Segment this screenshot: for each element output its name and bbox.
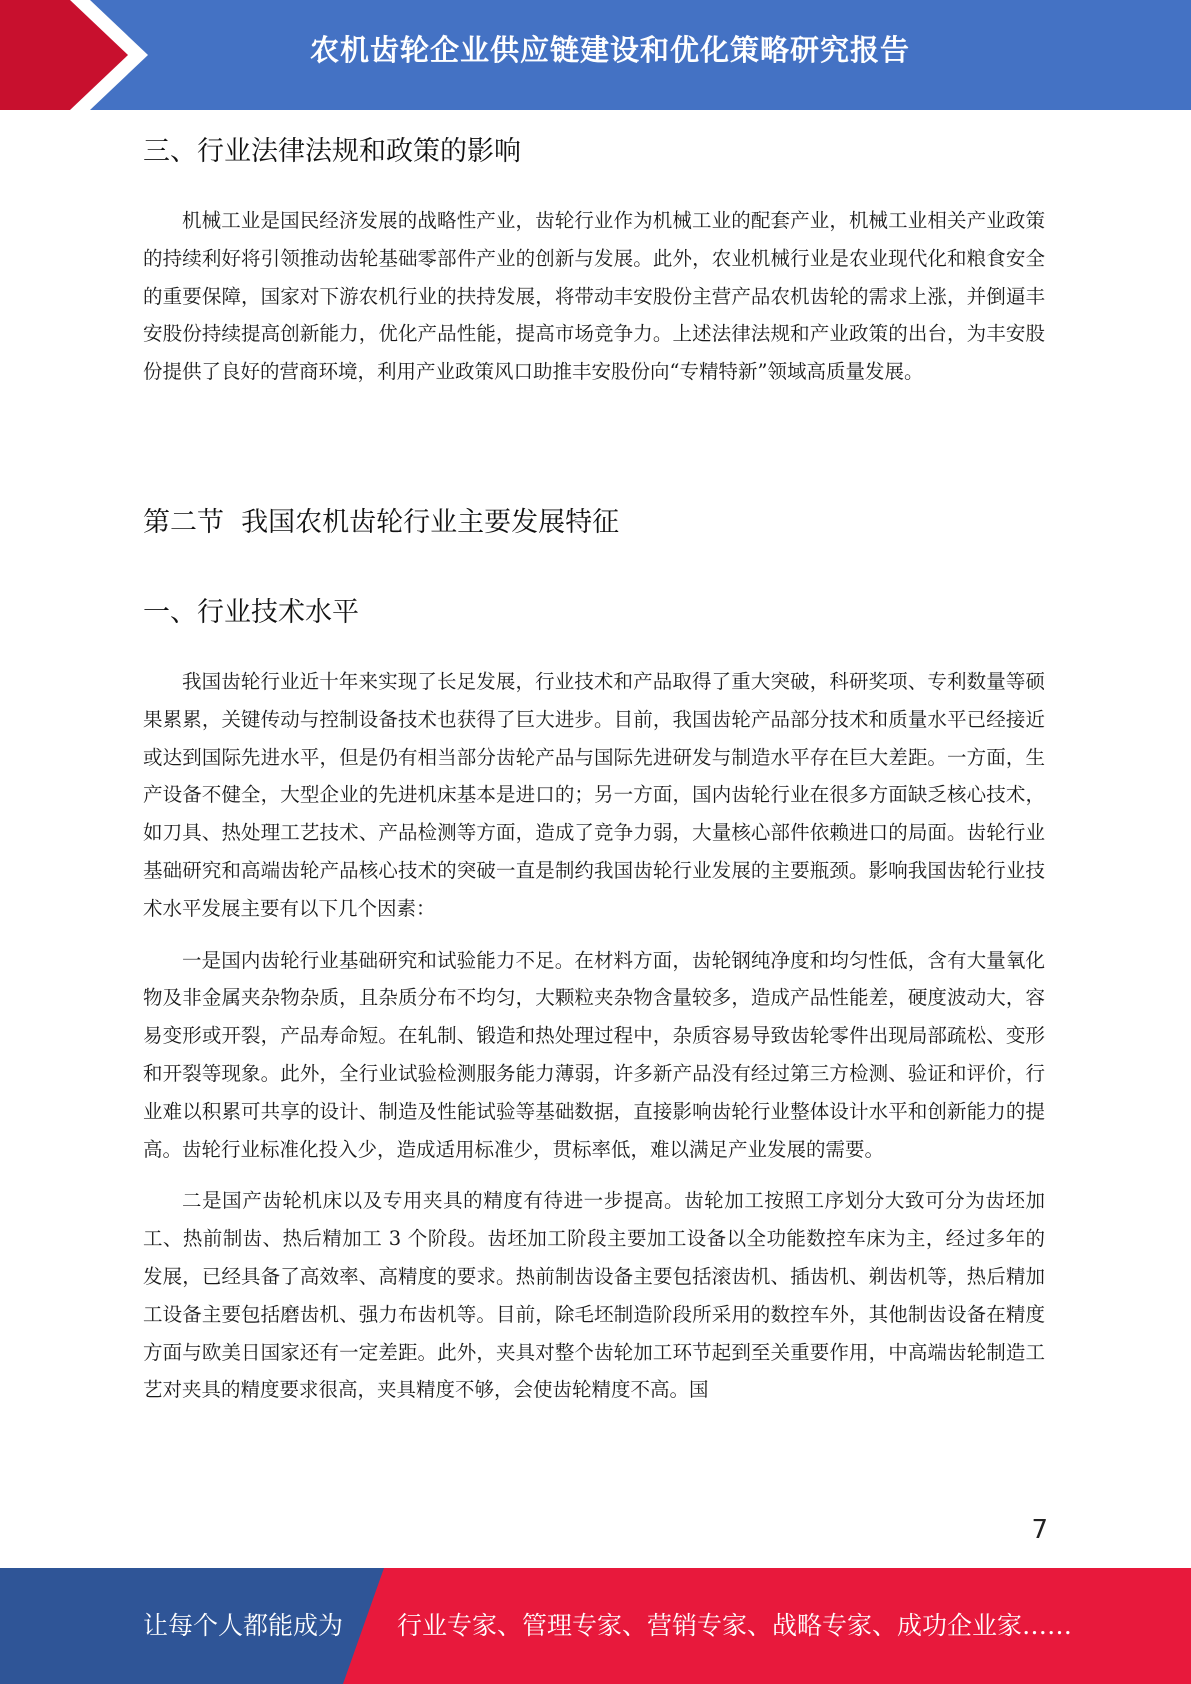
paragraph: 机械工业是国民经济发展的战略性产业，齿轮行业作为机械工业的配套产业，机械工业相关产业政策的持续利好将引领推动齿轮基础零部件产业的创新与发展。此外，农业机械行业是农业现代化和粮食安全的重要保障，国家对下游农机行业的扶持发展，将带动丰安股份主营产品农机齿轮的需求上涨，并倒逼丰安股份持续提高创新能力，优化产品性能，提高市场竞争力。上述法律法规和产业政策的出台，为丰安股份提供了良好的营商环境，利用产业政策风口助推丰安股份向“专精特新”领域高质量发展。 [143,209,1045,384]
document-body [143,128,1045,1409]
page-number: 7 [1031,1515,1048,1545]
paragraph: 我国齿轮行业近十年来实现了长足发展，行业技术和产品取得了重大突破，科研奖项、专利数量等硕果累累，关键传动与控制设备技术也获得了巨大进步。目前，我国齿轮产品部分技术和质量水平已经接近或达到国际先进水平，但是仍有相当部分齿轮产品与国际先进研发与制造水平存在巨大差距。一方面，生产设备不健全，大型企业的先进机床基本是进口的；另一方面，国内齿轮行业在很多方面缺乏核心技术，如刀具、热处理工艺技术、产品检测等方面，造成了竞争力弱，大量核心部件依赖进口的局面。齿轮行业基础研究和高端齿轮产品核心技术的突破一直是制约我国齿轮行业发展的主要瓶颈。影响我国齿轮行业技术水平发展主要有以下几个因素： [143,669,1045,920]
section-heading-tech-level: 一、行业技术水平 [143,596,359,628]
report-title: 农机齿轮企业供应链建设和优化策略研究报告 [309,33,910,67]
page-header [0,0,1191,110]
chapter-section-heading: 第二节 我国农机齿轮行业主要发展特征 [143,506,620,538]
header-chevron [0,0,128,110]
page-footer [0,1568,1191,1684]
footer-slogan-left: 让每个人都能成为 [143,1611,344,1640]
paragraph: 一是国内齿轮行业基础研究和试验能力不足。在材料方面，齿轮钢纯净度和均匀性低，含有大量氧化物及非金属夹杂物杂质，且杂质分布不均匀，大颗粒夹杂物含量较多，造成产品性能差，硬度波动大，容易变形或开裂，产品寿命短。在轧制、锻造和热处理过程中，杂质容易导致齿轮零件出现局部疏松、变形和开裂等现象。此外，全行业试验检测服务能力薄弱，许多新产品没有经过第三方检测、验证和评价，行业难以积累可共享的设计、制造及性能试验等基础数据，直接影响齿轮行业整体设计水平和创新能力的提高。齿轮行业标准化投入少，造成适用标准少，贯标率低，难以满足产业发展的需要。 [143,948,1045,1161]
paragraph: 二是国产齿轮机床以及专用夹具的精度有待进一步提高。齿轮加工按照工序划分大致可分为齿坯加工、热前制齿、热后精加工 3 个阶段。齿坯加工阶段主要加工设备以全功能数控车床为主，经过多年的发展，已经具备了高效率、高精度的要求。热前制齿设备主要包括滚齿机、插齿机、剃齿机等，热后精加工设备主要包括磨齿机、强力布齿机等。目前，除毛坯制造阶段所采用的数控车外，其他制齿设备在精度方面与欧美日国家还有一定差距。此外，夹具对整个齿轮加工环节起到至关重要作用，中高端齿轮制造工艺对夹具的精度要求很高，夹具精度不够，会使齿轮精度不高。国 [143,1189,1045,1402]
section-heading-policy-impact: 三、行业法律法规和政策的影响 [143,136,521,167]
footer-slogan-right: 行业专家、管理专家、营销专家、战略专家、成功企业家…… [397,1611,1073,1640]
header-chevron-decoration [0,0,160,110]
